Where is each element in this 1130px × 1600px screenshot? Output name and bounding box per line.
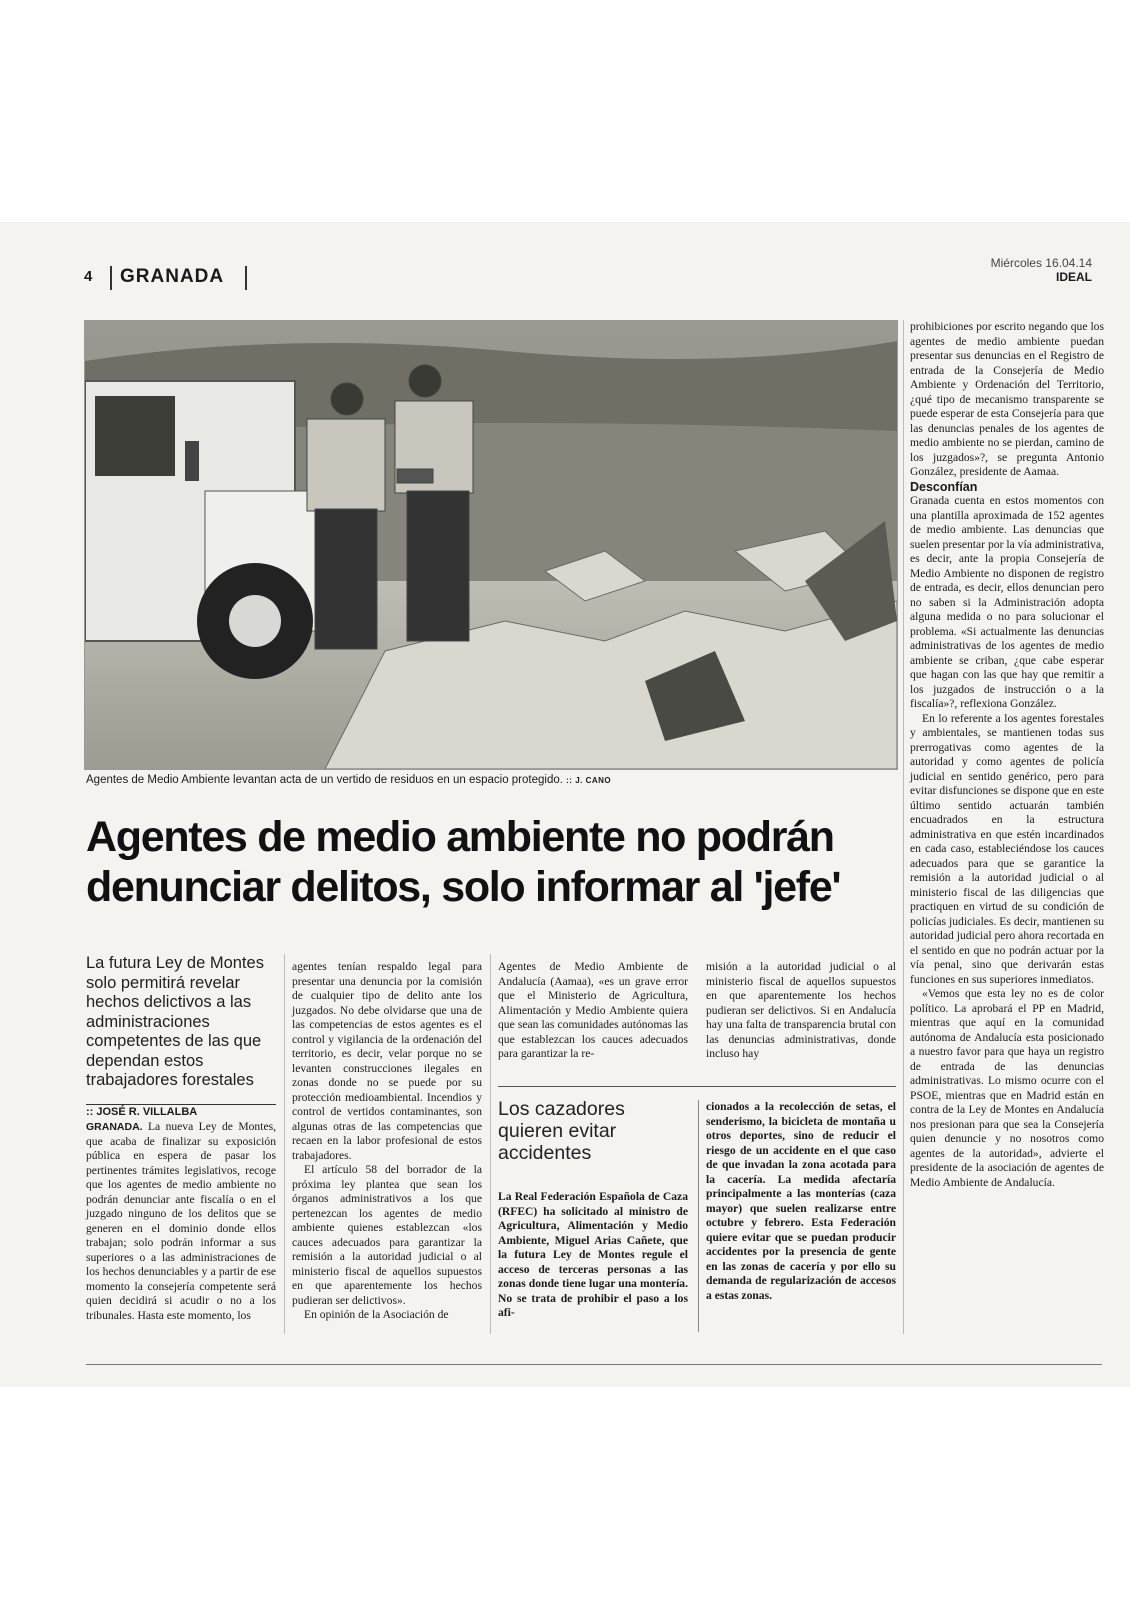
newspaper-name: IDEAL xyxy=(1056,270,1092,284)
paragraph: misión a la autoridad judicial o al ministerio fiscal de aquellos supuestos en que aparentemente los hechos pudieran ser delictivos. Si en Andalucía hay una falta de transparencia brutal con las denuncias administrativas, donde incluso hay xyxy=(706,960,896,1060)
paragraph: En lo referente a los agentes forestales y ambientales, se mantienen todas sus prerrogativas como agentes de la autoridad y como agentes de policía judicial en sentido genérico, pero para evitar disfunciones se dispone que en este último sentido actuarán también encuadrados en la estructura administrativa en que estén incardinados en cada caso, estableciéndose los cauces adecuados para que se garantice la remisión a la autoridad judicial o al ministerio fiscal de las diligencias que practiquen en virtud de su condición de policías judiciales. Es decir, mantienen su autoridad judicial pero ahora recortada en el sentido en que no podrán actuar por la vía penal, sino que derivarán estas funciones en sus superiores inmediatos. xyxy=(910,711,1104,986)
dateline: GRANADA. xyxy=(86,1121,143,1133)
news-photo xyxy=(84,320,898,770)
paragraph: El artículo 58 del borrador de la próxima ley plantea que sean los órganos administrativos a los que pertenezcan los agentes de medio ambiente quienes establezcan «los cauces adecuados para garantizar la remisión a la autoridad judicial o al ministerio fiscal de aquellos supuestos en que aparentemente los hechos pudieran ser delictivos». xyxy=(292,1163,482,1307)
paragraph: agentes tenían respaldo legal para presentar una denuncia por la comisión de cualquier tipo de delito ante los juzgados. No debe olvidarse que una de las competencias de estos agentes es el control y vigilancia de la ordenación del territorio, es decir, velar porque no se levanten construcciones ilegales en zonas donde no se puede por su protección medioambiental. Incendios y control de vertidos contaminantes, son algunas otras de las competencias que recaen en la labor profesional de estos trabajadores. xyxy=(292,960,482,1162)
header-divider xyxy=(245,266,247,290)
article-column-4 xyxy=(706,960,896,1062)
section-title: GRANADA xyxy=(120,266,225,287)
issue-date: Miércoles 16.04.14 xyxy=(990,256,1092,270)
box-column-right xyxy=(706,1100,896,1303)
column-divider xyxy=(284,954,285,1334)
paragraph: Agentes de Medio Ambiente de Andalucía (Aamaa), «es un grave error que el Ministerio de Agricultura, Alimentación y Medio Ambiente quiera que sean las comunidades autónomas las que establezcan los cauces adecuados para garantizar la re- xyxy=(498,960,688,1060)
box-title: Los cazadores quieren evitar accidentes xyxy=(498,1098,625,1164)
caption-text: Agentes de Medio Ambiente levantan acta de un vertido de residuos en un espacio protegido. xyxy=(86,774,563,786)
box-column-left xyxy=(498,1190,688,1321)
subheading: Desconfían xyxy=(910,479,978,494)
paragraph: «Vemos que esta ley no es de color político. La aprobará el PP en Madrid, mientras que aquí en la comunidad autónoma de Andalucía esta posicionado a nuestro favor para que haya un registro de entrada de las denuncias administrativas. Lo mismo ocurre con el PSOE, mientras que en Madrid están en contra de la Ley de Montes en Andalucía nos presionan para que sea la Consejería quien denuncie y no nosotros como agentes de la autoridad», advierte el presidente de la asociación de agentes de Medio Ambiente de Andalucía. xyxy=(910,987,1104,1189)
box-paragraph: cionados a la recolección de setas, el senderismo, la bicicleta de montaña u otros deportes, sino de reducir el riesgo de un accidente en el que caso de que invadan la zona acotada para la cacería. La medida afectaría principalmente a las monterías (caza mayor) que suelen realizarse entre octubre y febrero. Esta Federación quiere evitar que se puedan producir accidentes por la presencia de gente en las zonas de cacería y por ello su demanda de regularización de accesos a estas zonas. xyxy=(706,1100,896,1302)
photo-illustration xyxy=(85,321,897,769)
box-paragraph: La Real Federación Española de Caza (RFEC) ha solicitado al ministro de Agricultura, Alimentación y Medio Ambiente, Miguel Arias Cañete, que la futura Ley de Montes regule el acceso de terceras personas a las zonas donde tiene lugar una montería. No se trata de prohibir el paso a los afi- xyxy=(498,1190,688,1319)
byline: :: JOSÉ R. VILLALBA xyxy=(86,1106,198,1118)
article-lead: La futura Ley de Montes solo permitirá revelar hechos delictivos a las administraciones competentes de las que dependan estos trabajadores forestales xyxy=(86,954,264,1089)
paragraph: Granada cuenta en estos momentos con una plantilla aproximada de 152 agentes de medio ambiente. Las denuncias que suelen presentar por la vía administrativa, es decir, ante la propia Consejería de Medio Ambiente no disponen de registro de entrada, es decir, ellos denuncian pero no saben si la Administración adopta alguna medida o no para solucionar el problema. «Si actualmente las denuncias administrativas de los agentes de medio ambiente se criban, ¿que cabe esperar que hagan con las que hay que remitir a los juzgados de instrucción o a la fiscalía»?, reflexiona González. xyxy=(910,494,1104,710)
page-number: 4 xyxy=(84,268,93,285)
bottom-rule xyxy=(86,1364,1102,1365)
article-column-3 xyxy=(498,960,688,1062)
article-column-2 xyxy=(292,960,482,1323)
header-divider xyxy=(110,266,112,290)
article-headline: Agentes de medio ambiente no podrán denunciar delitos, solo informar al 'jefe' xyxy=(86,813,841,911)
box-top-rule xyxy=(498,1086,896,1087)
paragraph: En opinión de la Asociación de xyxy=(304,1308,449,1321)
photo-credit: :: J. CANO xyxy=(566,776,612,785)
column-divider xyxy=(903,320,904,1334)
photo-caption xyxy=(86,774,886,786)
article-column-1 xyxy=(86,1120,276,1323)
box-divider xyxy=(698,1100,699,1332)
paragraph: La nueva Ley de Montes, que acaba de finalizar su exposición pública en espera de pasar los pertinentes trámites legislativos, recoge que los agentes de medio ambiente no podrán denunciar ante fiscalía o en el juzgado ninguno de los delitos que se generen en el dominio donde ellos trabajan; solo podrán informar a sus superiores o a las administraciones de los hechos denunciables y a partir de ese momento la consejería competente será quien decidirá si acudir o no a los tribunales. Hasta este momento, los xyxy=(86,1120,276,1322)
paragraph: prohibiciones por escrito negando que los agentes de medio ambiente puedan presentar sus denuncias en el Registro de entrada de la Consejería de Medio Ambiente y Ordenación del Territorio, ¿qué tipo de mecanismo transparente se puede esperar de esta Consejería para que las denuncias penales de los agentes de medio ambiente no se pierdan, camino de los juzgados»?, se pregunta Antonio González, presidente de Aamaa. xyxy=(910,320,1104,478)
byline-rule xyxy=(86,1104,276,1105)
article-column-right xyxy=(910,320,1104,1190)
column-divider xyxy=(490,954,491,1334)
